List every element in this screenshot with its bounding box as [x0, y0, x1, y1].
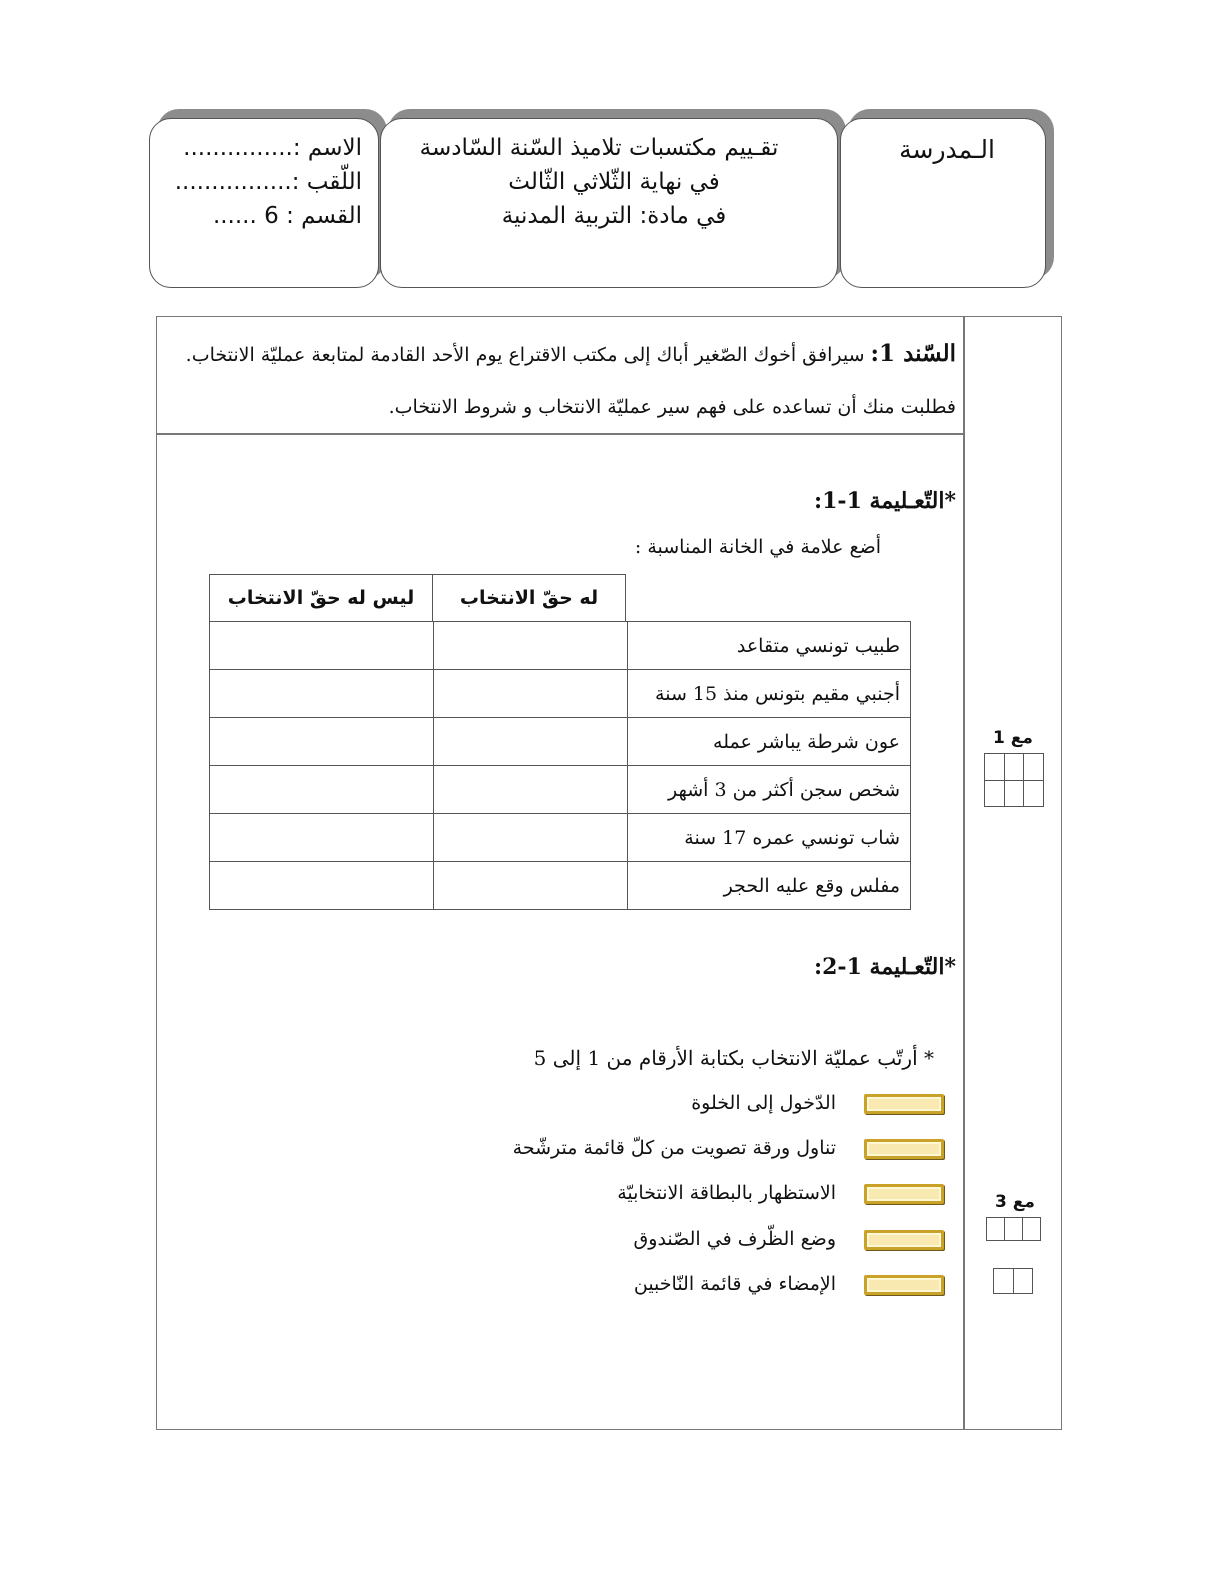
class-row [157, 199, 362, 233]
step-text-2: تناول ورقة تصويت من كلّ قائمة مترشّحة [512, 1137, 836, 1159]
name-row [157, 131, 362, 165]
has-right-cell[interactable] [434, 862, 628, 910]
step-text-4: وضع الظّرف في الصّندوق [633, 1228, 836, 1250]
no-right-cell[interactable] [210, 814, 434, 862]
step-text-5: الإمضاء في قائمة النّاخبين [633, 1273, 836, 1295]
school-label: الـمدرسة [899, 135, 995, 164]
statement-cell: أجنبي مقيم بتونس منذ 15 سنة [628, 670, 911, 718]
table-row [210, 814, 911, 862]
col-header-no-right: ليس له حقّ الانتخاب [209, 574, 433, 622]
name-field: ............... [183, 135, 293, 161]
school-box [840, 118, 1046, 288]
criterion-3-score-grid-2 [993, 1268, 1033, 1294]
title-line-3: في مادة: التربية المدنية [501, 203, 727, 229]
sanad-label: السّند 1: [870, 340, 956, 367]
score-cell[interactable] [1004, 780, 1024, 807]
sanad-line-1 [166, 340, 956, 367]
student-info-lines [157, 131, 362, 233]
step-number-box-1[interactable] [864, 1094, 944, 1114]
no-right-cell[interactable] [210, 718, 434, 766]
task1-grid [209, 621, 911, 910]
step-number-box-2[interactable] [864, 1139, 944, 1159]
task1-table [209, 574, 911, 910]
step-number-box-5[interactable] [864, 1275, 944, 1295]
score-cell[interactable] [1024, 754, 1044, 781]
has-right-cell[interactable] [434, 718, 628, 766]
score-cell[interactable] [985, 780, 1005, 807]
col-header-has-right: له حقّ الانتخاب [432, 574, 626, 622]
name-label: الاسم : [292, 135, 362, 161]
criterion-3-label: مع 3 [995, 1192, 1035, 1212]
task2-instruction: * أرتّب عمليّة الانتخاب بكتابة الأرقام من 1 إلى 5 [533, 1046, 934, 1070]
statement-cell: مفلس وقع عليه الحجر [628, 862, 911, 910]
task2-title: *التّعـليمة 1-2: [813, 954, 956, 980]
surname-row [157, 165, 362, 199]
score-cell[interactable] [985, 754, 1005, 781]
title-box [380, 118, 838, 288]
class-label: القسم : [286, 203, 362, 229]
has-right-cell[interactable] [434, 766, 628, 814]
has-right-cell[interactable] [434, 622, 628, 670]
table-row [210, 622, 911, 670]
score-cell[interactable] [1023, 1218, 1041, 1241]
table-row [210, 766, 911, 814]
step-number-box-3[interactable] [864, 1184, 944, 1204]
step-text-1: الدّخول إلى الخلوة [691, 1092, 836, 1114]
score-cell[interactable] [1013, 1269, 1033, 1294]
surname-field: ................ [174, 169, 292, 195]
no-right-cell[interactable] [210, 670, 434, 718]
has-right-cell[interactable] [434, 814, 628, 862]
table-row [210, 862, 911, 910]
score-cell[interactable] [987, 1218, 1005, 1241]
criterion-3-score-grid [986, 1217, 1041, 1241]
no-right-cell[interactable] [210, 862, 434, 910]
criterion-1-score-grid [984, 753, 1044, 807]
sanad-text-1: سيرافق أخوك الصّغير أباك إلى مكتب الاقتراع يوم الأحد القادمة لمتابعة عمليّة الانتخاب. [185, 344, 865, 366]
task1-title: *التّعـليمة 1-1: [813, 488, 956, 514]
class-value: 6 [264, 203, 279, 229]
sanad-divider [156, 433, 964, 435]
table-row [210, 670, 911, 718]
table-row [210, 718, 911, 766]
statement-cell: طبيب تونسي متقاعد [628, 622, 911, 670]
title-line-1: تقـييم مكتسبات تلاميذ السّنة السّادسة [419, 135, 779, 161]
no-right-cell[interactable] [210, 766, 434, 814]
score-column-divider [963, 316, 965, 1430]
has-right-cell[interactable] [434, 670, 628, 718]
task1-instruction: أضع علامة في الخانة المناسبة : [634, 536, 881, 558]
class-field: ...... [212, 203, 257, 229]
surname-label: اللّقب : [291, 169, 362, 195]
sanad-text-2: فطلبت منك أن تساعده على فهم سير عمليّة الانتخاب و شروط الانتخاب. [388, 396, 956, 418]
statement-cell: شاب تونسي عمره 17 سنة [628, 814, 911, 862]
criterion-1-label: مع 1 [993, 728, 1033, 748]
score-cell[interactable] [994, 1269, 1014, 1294]
score-cell[interactable] [1005, 1218, 1023, 1241]
score-cell[interactable] [1024, 780, 1044, 807]
step-number-box-4[interactable] [864, 1230, 944, 1250]
title-line-2: في نهاية الثّلاثي الثّالث [508, 169, 720, 195]
student-info-box [149, 118, 379, 288]
step-text-3: الاستظهار بالبطاقة الانتخابيّة [617, 1182, 836, 1204]
score-cell[interactable] [1004, 754, 1024, 781]
no-right-cell[interactable] [210, 622, 434, 670]
statement-cell: عون شرطة يباشر عمله [628, 718, 911, 766]
statement-cell: شخص سجن أكثر من 3 أشهر [628, 766, 911, 814]
title-lines [381, 131, 837, 233]
